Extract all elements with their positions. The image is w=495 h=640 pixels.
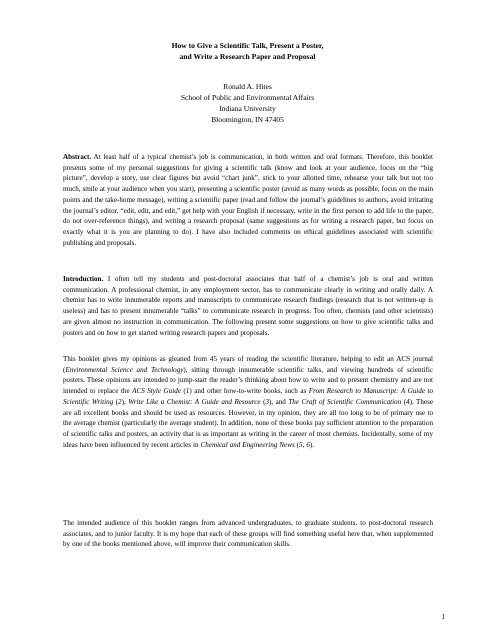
- reference-5: 5: [299, 440, 303, 449]
- introduction-text: I often tell my students and post-doctoral associates that half of a chemist’s job is oral and written communication. A professional chemist, in any employment sector, has to communicate clearly in writing and orally daily. A chemist has to write innumerable reports and manuscripts to communicate research findings (research that is not written-up is useless) and has to present innumerable “talks” to communicate research in progress. Too often, chemists (and other scientists) are given almost no instruction in communication. The following present some suggestions on how to give scientific talks and posters and on how to get started writing research papers and proposals.: [63, 275, 433, 337]
- book-title-1: ACS Style Guide: [132, 387, 181, 396]
- reference-3: 3: [265, 397, 269, 406]
- title-line-1: How to Give a Scientific Talk, Present a Poster,: [171, 41, 324, 50]
- page-number: 1: [441, 613, 445, 621]
- booklet-text-6: ).: [309, 440, 315, 449]
- abstract-paragraph: [63, 152, 433, 248]
- magazine-name: Chemical and Engineering News: [200, 440, 295, 449]
- title-line-2: and Write a Research Paper and Proposal: [179, 52, 316, 61]
- introduction-paragraph: [63, 274, 433, 338]
- reference-6: 6: [306, 440, 310, 449]
- author-university: Indiana University: [219, 104, 276, 113]
- journal-name: Environmental Science and Technology: [65, 365, 184, 374]
- reference-4: 4: [406, 397, 410, 406]
- introduction-heading: Introduction.: [63, 275, 104, 283]
- booklet-text-3: ) and other how-to-write books, such as: [189, 387, 309, 396]
- book-title-3: Write Like a Chemist: A Guide and Resource: [128, 397, 261, 406]
- booklet-text-2: ), sitting through innumerable scientific talks, and viewing hundreds of scientific posters. These opinions are intended to jump-start the reader’s thinking about how to write and to present chemistry and are not intended to replace the: [63, 365, 434, 396]
- author-block: [60, 81, 435, 125]
- booklet-paragraph: This booklet gives my opinions as gleaned from 45 years of reading the scientific literature, helping to edit an ACS journal (Environmental Science and Technology), sitting through innumerable scientific talks, and viewing hundreds of scientific posters. These opinions are intended to jump-start the reader’s thinking about how to write and to present chemistry and are not intended to replace the ACS Style Guide (1) and other how-to-write books, such as From Research to Manuscript: A Guide to Scientific Writing (2), Write Like a Chemist: A Guide and Resource (3), and The Craft of Scientific Communication (4). These are all excellent books and should be used as resources. However, in my opinion, they are all too long to be of primary use to the average chemist (particularly the average student). In addition, none of these books pay sufficient attention to the preparation of scientific talks and posters, an activity that is as important as writing in the career of most chemists. Incidentally, some of my ideas have been influenced by recent articles in Chemical and Engineering News (5, 6).: [63, 355, 434, 449]
- abstract-text: At least half of a typical chemist’s job is communication, in both written and oral formats. Therefore, this booklet presents some of my personal suggestions for giving a scientific talk (know and look at your audience, focus on the “big picture”, develop a story, use clear figures but avoid “chart junk”, stick to your allotted time, rehearse your talk but not too much, smile at your audience when you start), presenting a scientific poster (avoid as many words as possible, focus on the main points and the take-home message), writing a scientific paper (read and follow the journal’s guidelines to authors, avoid irritating the journal’s editor, “edit, edit, and edit,” get help with your English if necessary, write in the first person to add life to the paper, do not over-reference things), and writing a research proposal (same suggestions as for writing a research paper, but focus on exactly what it is you are planning to do). I have also included comments on ethical guidelines associated with scientific publishing and proposals.: [63, 153, 434, 247]
- author-school: School of Public and Environmental Affairs: [180, 93, 315, 102]
- book-title-2: From Research to Manuscript: A Guide to Scientific Writing: [63, 387, 433, 406]
- booklet-text-5: ). These are all excellent books and should be used as resources. However, in my opinion, they are all too long to be of primary use to the average chemist (particularly the average student). In addition, none of these books pay sufficient attention to the preparation of scientific talks and posters, an activity that is as important as writing in the career of most chemists. Incidentally, some of my ideas have been influenced by recent articles in: [63, 397, 433, 449]
- author-name: Ronald A. Hites: [223, 82, 272, 91]
- booklet-text-4: ), and: [268, 397, 289, 406]
- reference-2: 2: [118, 397, 122, 406]
- booklet-text-1: This booklet gives my opinions as gleaned from 45 years of reading the scientific literature, helping to edit an ACS journal (: [63, 355, 433, 374]
- author-location: Bloomington, IN 47405: [211, 115, 284, 124]
- document-title: [60, 40, 435, 62]
- abstract-heading: Abstract.: [63, 153, 92, 161]
- book-title-4: The Craft of Scientific Communication: [288, 397, 402, 406]
- reference-1: 1: [185, 387, 190, 396]
- audience-paragraph: The intended audience of this booklet ranges from advanced undergraduates, to graduate students, to post-doctoral research associates, and to junior faculty. It is my hope that each of these groups will find something useful here that, when supplemented by one of the books mentioned above, will improve their communication skills.: [63, 519, 433, 549]
